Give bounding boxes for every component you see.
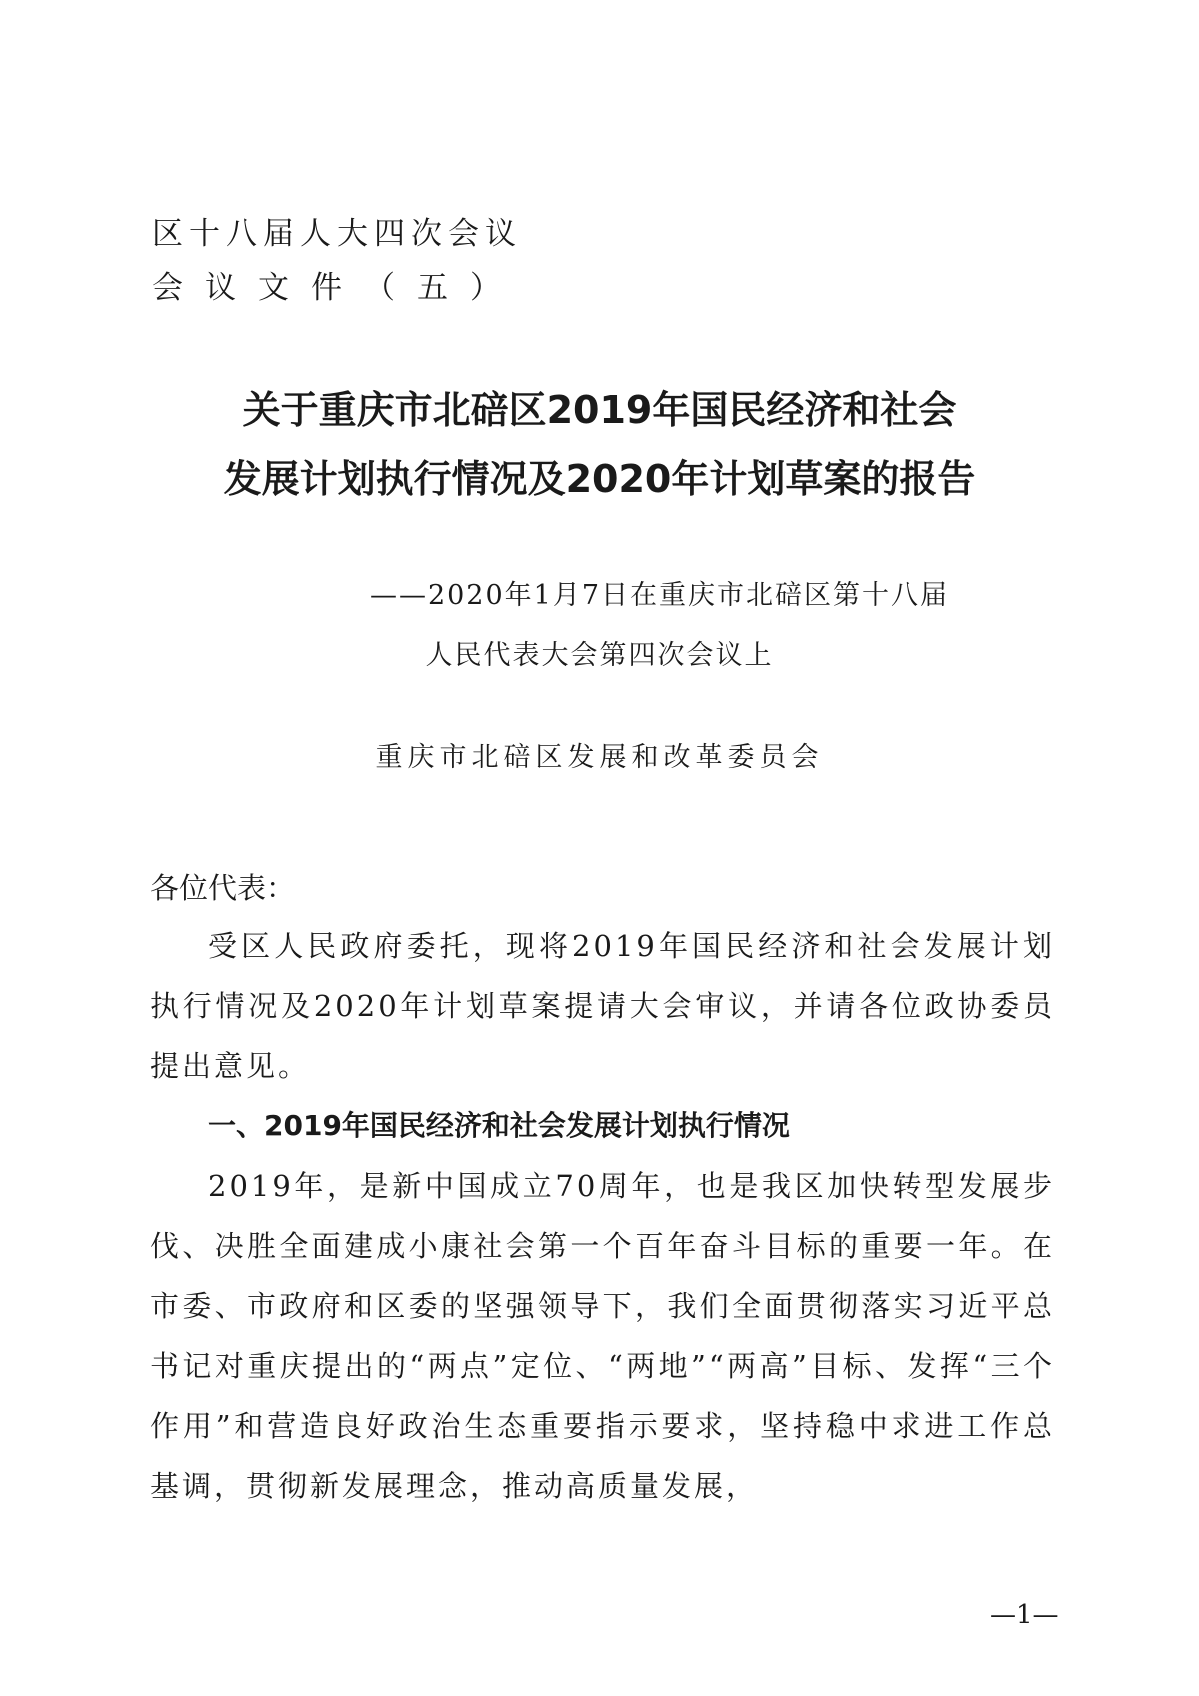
subtitle-line-1: ——2020年1月7日在重庆市北碚区第十八届 (369, 580, 950, 611)
report-title-line-1: 关于重庆市北碚区2019年国民经济和社会 (242, 388, 957, 432)
issuing-organization: 重庆市北碚区发展和改革委员会 (375, 742, 824, 773)
salutation: 各位代表： (150, 871, 296, 905)
body-paragraph: 2019年，是新中国成立70周年，也是我区加快转型发展步伐、决胜全面建成小康社会第一个百年奋斗目标的重要一年。在市委、市政府和区委的坚强领导下，我们全面贯彻落实习近平总书记对重庆提出的“两点”定位、“两地”“两高”目标、发挥“三个作用”和营造良好政治生态重要指示要求，坚持稳中求进工作总基调，贯彻新发展理念，推动高质量发展， (150, 1169, 1055, 1503)
subtitle-line-2: 人民代表大会第四次会议上 (425, 640, 774, 671)
meeting-name: 区十八届人大四次会议 (152, 216, 522, 252)
section-heading: 一、2019年国民经济和社会发展计划执行情况 (208, 1109, 790, 1142)
report-title-line-2: 发展计划执行情况及2020年计划草案的报告 (223, 457, 976, 501)
document-number: 会议文件（五） (152, 270, 523, 306)
intro-paragraph: 受区人民政府委托，现将2019年国民经济和社会发展计划执行情况及2020年计划草案提请大会审议，并请各位政协委员提出意见。 (150, 929, 1055, 1083)
page-number: —1— (990, 1600, 1059, 1630)
